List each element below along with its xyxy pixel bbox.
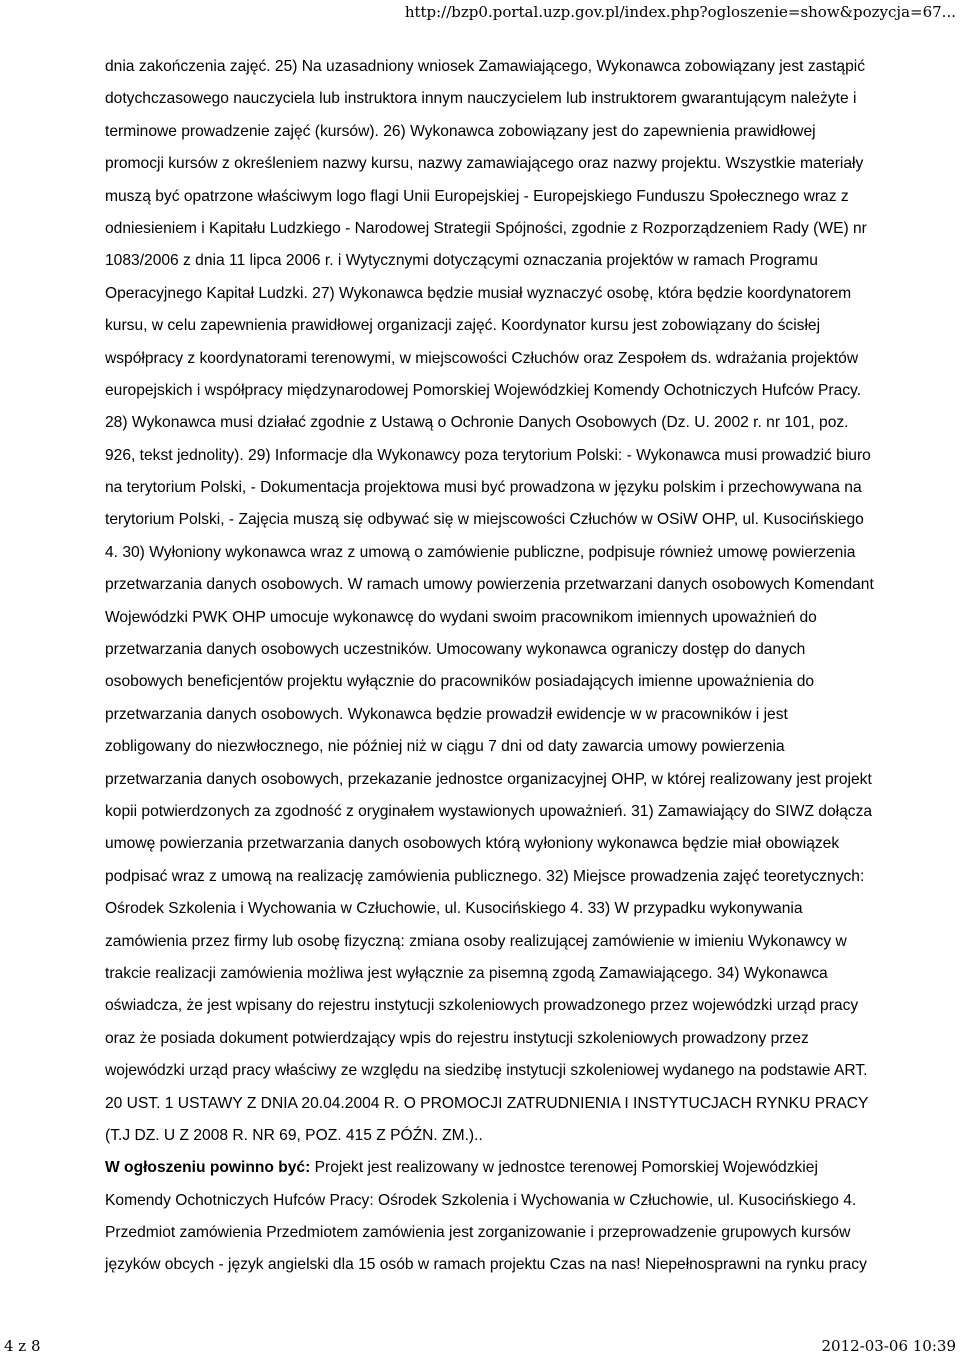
text-line: (T.J DZ. U Z 2008 R. NR 69, POZ. 415 Z PÓŹN. ZM.).. — [105, 1126, 483, 1144]
text-line: kursu, w celu zapewnienia prawidłowej organizacji zajęć. Koordynator kursu jest zobowiązany do ścisłej — [105, 317, 821, 335]
text-line: europejskich i współpracy międzynarodowej Pomorskiej Wojewódzkiej Komendy Ochotniczych Hufców Pracy. — [105, 381, 862, 399]
text-line: na terytorium Polski, - Dokumentacja projektowa musi być prowadzona w języku polskim i przechowywana na — [105, 479, 862, 497]
notice-body — [105, 1185, 955, 1282]
text-line: zobligowany do niezwłocznego, nie później niż w ciągu 7 dni od daty zawarcia umowy powierzenia — [105, 738, 785, 756]
text-line: wojewódzki urząd pracy właściwy ze względu na siedzibę instytucji szkoleniowej wydanego na podstawie ART. — [105, 1062, 868, 1080]
notice-text: Projekt jest realizowany w jednostce terenowej Pomorskiej Wojewódzkiej — [310, 1159, 818, 1177]
text-line: umowę powierzania przetwarzania danych osobowych którą wyłoniony wykonawca będzie miał obowiązek — [105, 835, 840, 853]
text-line: Wojewódzki PWK OHP umocuje wykonawcę do wydani swoim pracownikom imiennych upoważnień do — [105, 608, 817, 626]
text-line: osobowych beneficjentów projektu wyłącznie do pracowników posiadających imienne upoważnienia do — [105, 673, 815, 691]
notice-text-line: Komendy Ochotniczych Hufców Pracy: Ośrodek Szkolenia i Wychowania w Człuchowie, ul. Kusocińskiego 4. — [105, 1191, 857, 1209]
text-line: przetwarzania danych osobowych uczestników. Umocowany wykonawca ograniczy dostęp do danych — [105, 641, 806, 659]
print-datetime: 2012-03-06 10:39 — [821, 1337, 956, 1355]
text-line: przetwarzania danych osobowych, przekazanie jednostce organizacyjnej OHP, w której realizowany jest projekt — [105, 770, 872, 788]
text-line: zamówienia przez firmy lub osobę fizyczną: zmiana osoby realizującej zamówienie w imieniu Wykonawcy w — [105, 932, 847, 950]
notice-text-line: Przedmiot zamówienia Przedmiotem zamówienia jest zorganizowanie i przeprowadzenie grupowych kursów — [105, 1224, 851, 1242]
text-line: dotychczasowego nauczyciela lub instruktora innym nauczycielem lub instruktorem gwarantującym należyte i — [105, 90, 857, 108]
text-line: 20 UST. 1 USTAWY Z DNIA 20.04.2004 R. O PROMOCJI ZATRUDNIENIA I INSTYTUCJACH RYNKU PRACY — [105, 1094, 869, 1112]
notice-label: W ogłoszeniu powinno być: — [105, 1159, 311, 1177]
text-line: terytorium Polski, - Zajęcia muszą się odbywać się w miejscowości Człuchów w OSiW OHP, ul. Kusocińskiego — [105, 511, 864, 529]
text-line: odniesieniem i Kapitału Ludzkiego - Narodowej Strategii Spójności, zgodnie z Rozporządzeniem Rady (WE) nr — [105, 219, 867, 237]
text-line: oświadcza, że jest wpisany do rejestru instytucji szkoleniowych prowadzonego przez wojewódzki urząd pracy — [105, 997, 859, 1015]
text-line: Operacyjnego Kapitał Ludzki. 27) Wykonawca będzie musiał wyznaczyć osobę, która będzie koordynatorem — [105, 284, 852, 302]
notice-text-line: języków obcych - język angielski dla 15 osób w ramach projektu Czas na nas! Niepełnosprawni na rynku pracy — [105, 1256, 867, 1274]
text-line: trakcie realizacji zamówienia możliwa jest wyłącznie za pisemną zgodą Zamawiającego. 34) Wykonawca — [105, 964, 828, 982]
text-line: przetwarzania danych osobowych. Wykonawca będzie prowadził ewidencje w w pracowników i jest — [105, 705, 788, 723]
text-line: muszą być opatrzone właściwym logo flagi Unii Europejskiej - Europejskiego Funduszu Społecznego wraz z — [105, 187, 849, 205]
text-line: terminowe prowadzenie zajęć (kursów). 26) Wykonawca zobowiązany jest do zapewnienia prawidłowej — [105, 122, 816, 140]
text-line: dnia zakończenia zajęć. 25) Na uzasadniony wniosek Zamawiającego, Wykonawca zobowiązany jest zastąpić — [105, 58, 866, 75]
notice-line — [105, 1152, 955, 1184]
text-line: 926, tekst jednolity). 29) Informacje dla Wykonawcy poza terytorium Polski: - Wykonawca musi prowadzić biuro — [105, 446, 871, 464]
page-url-header: http://bzp0.portal.uzp.gov.pl/index.php?ogloszenie=show&pozycja=67... — [404, 3, 956, 21]
text-line: współpracy z koordynatorami terenowymi, w miejscowości Człuchów oraz Zespołem ds. wdrażania projektów — [105, 349, 859, 367]
text-line: 4. 30) Wyłoniony wykonawca wraz z umową o zamówienie publiczne, podpisuje również umowę powierzenia — [105, 543, 856, 561]
text-line: 28) Wykonawca musi działać zgodnie z Ustawą o Ochronie Danych Osobowych (Dz. U. 2002 r. nr 101, poz. — [105, 414, 849, 432]
text-line: podpisać wraz z umową na realizację zamówienia publicznego. 32) Miejsce prowadzenia zajęć teoretycznych: — [105, 867, 865, 885]
body-text — [105, 51, 955, 1152]
document-body — [105, 51, 955, 1282]
text-line: przetwarzania danych osobowych. W ramach umowy powierzenia przetwarzani danych osobowych Komendant — [105, 576, 874, 594]
page-number: 4 z 8 — [4, 1337, 41, 1355]
text-line: 1083/2006 z dnia 11 lipca 2006 r. i Wytycznymi dotyczącymi oznaczania projektów w ramach Programu — [105, 252, 818, 270]
text-line: oraz że posiada dokument potwierdzający wpis do rejestru instytucji szkoleniowych prowadzony przez — [105, 1029, 809, 1047]
text-line: kopii potwierdzonych za zgodność z oryginałem wystawionych upoważnień. 31) Zamawiający do SIWZ dołącza — [105, 802, 873, 820]
text-line: promocji kursów z określeniem nazwy kursu, nazwy zamawiającego oraz nazwy projektu. Wszystkie materiały — [105, 155, 864, 173]
text-line: Ośrodek Szkolenia i Wychowania w Człuchowie, ul. Kusocińskiego 4. 33) W przypadku wykonywania — [105, 900, 803, 918]
